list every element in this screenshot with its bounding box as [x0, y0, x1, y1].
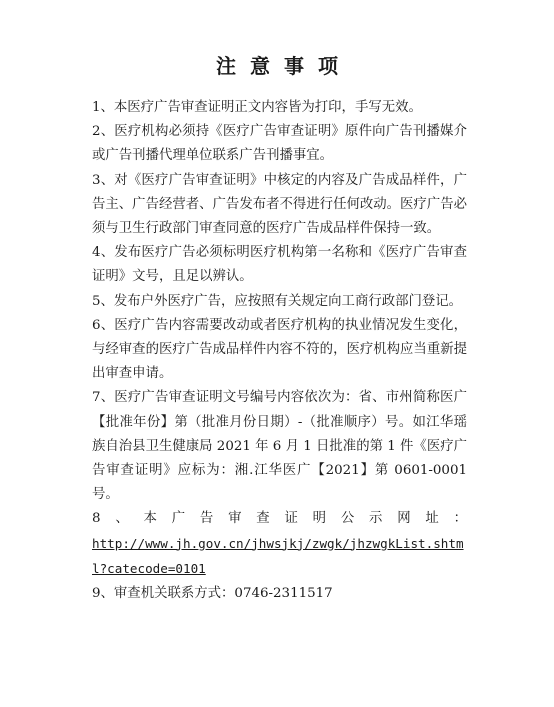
notice-item-2: 2、医疗机构必须持《医疗广告审查证明》原件向广告刊播媒介或广告刊播代理单位联系广告刊播事宜。 — [92, 124, 467, 164]
notice-item-1: 1、本医疗广告审查证明正文内容皆为打印，手写无效。 — [92, 100, 422, 115]
publicity-url-link[interactable]: http://www.jh.gov.cn/jhwsjkj/zwgk/jhzwgkList.shtml?catecode=0101 — [92, 535, 464, 576]
notice-list — [92, 96, 467, 606]
notice-item-4: 4、发布医疗广告必须标明医疗机构第一名称和《医疗广告审查证明》文号，且足以辨认。 — [92, 245, 467, 285]
page-title: 注意事项 — [216, 54, 352, 78]
notice-item-3: 3、对《医疗广告审查证明》中核定的内容及广告成品样件，广告主、广告经营者、广告发布者不得进行任何改动。医疗广告必须与卫生行政部门审查同意的医疗广告成品样件保持一致。 — [92, 172, 467, 237]
notice-item-8-url-line — [92, 532, 467, 582]
notice-item-5: 5、发布户外医疗广告，应按照有关规定向工商行政部门登记。 — [92, 293, 463, 309]
notice-item-9: 9、审查机关联系方式：0746-2311517 — [92, 586, 333, 602]
notice-item-8-label: 8、本广告审查证明公示网址： — [92, 511, 467, 527]
notice-item-7: 7、医疗广告审查证明文号编号内容依次为：省、市州简称医广【批准年份】第（批准月份日期）-（批准顺序）号。如江华瑶族自治县卫生健康局 2021 年 6 月 1 日批准的第 1 件《医疗广告审查证明》应标为：湘.江华医广【2021】第 0601-0001 号。 — [92, 390, 467, 503]
notice-item-6: 6、医疗广告内容需要改动或者医疗机构的执业情况发生变化，与经审查的医疗广告成品样件内容不符的，医疗机构应当重新提出审查申请。 — [92, 317, 467, 382]
